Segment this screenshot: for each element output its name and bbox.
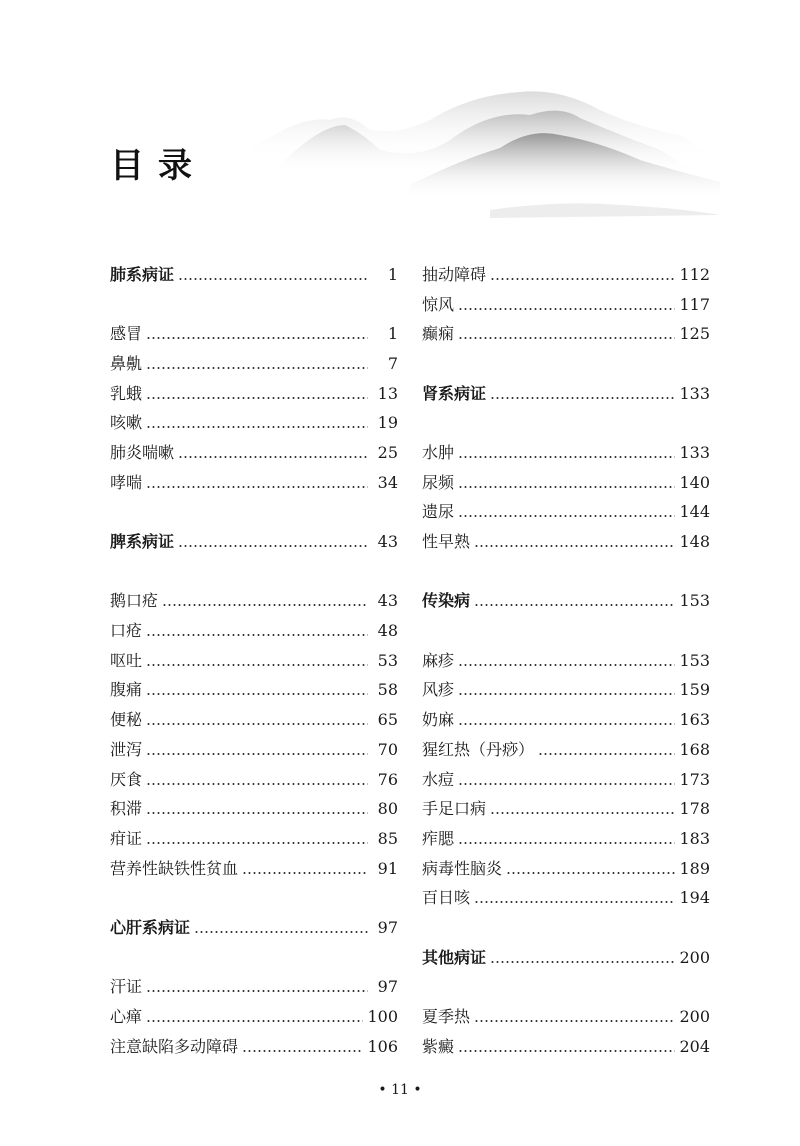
toc-entry-title: 奶麻 — [422, 710, 455, 730]
dot-leader — [178, 456, 368, 458]
toc-entry-page: 97 — [377, 917, 398, 937]
toc-entry-title: 咳嗽 — [110, 413, 143, 433]
dot-leader — [474, 604, 675, 606]
toc-entry-title: 泄泻 — [110, 739, 143, 759]
toc-entry-page: 91 — [377, 858, 398, 878]
mountain-landscape-illustration — [0, 0, 800, 240]
toc-entry[interactable] — [422, 438, 710, 468]
toc-entry-page: 168 — [679, 739, 710, 759]
toc-entry[interactable] — [110, 765, 398, 795]
toc-entry-page: 178 — [679, 799, 710, 819]
toc-entry-title: 遗尿 — [422, 502, 455, 522]
toc-entry-title: 手足口病 — [422, 799, 487, 819]
dot-leader — [146, 397, 368, 399]
toc-entry-page: 140 — [679, 472, 710, 492]
toc-entry-page: 133 — [679, 442, 710, 462]
toc-spacer — [422, 913, 710, 943]
toc-entry-page: 153 — [679, 591, 710, 611]
toc-entry-title: 紫癜 — [422, 1036, 455, 1056]
toc-entry[interactable] — [110, 438, 398, 468]
toc-entry-page: 1 — [387, 264, 398, 284]
dot-leader — [458, 456, 675, 458]
toc-entry-title: 癫痫 — [422, 324, 455, 344]
dot-leader — [458, 308, 675, 310]
toc-entry-title: 性早熟 — [422, 532, 471, 552]
toc-entry-page: 19 — [377, 413, 398, 433]
dot-leader — [146, 1020, 363, 1022]
toc-section-heading[interactable] — [110, 913, 398, 943]
toc-entry[interactable] — [110, 705, 398, 735]
toc-entry[interactable] — [110, 468, 398, 498]
dot-leader — [178, 545, 368, 547]
toc-entry[interactable] — [110, 379, 398, 409]
toc-entry[interactable] — [110, 319, 398, 349]
toc-entry-page: 70 — [377, 739, 398, 759]
toc-entry-title: 心瘅 — [110, 1007, 143, 1027]
toc-entry-title: 病毒性脑炎 — [422, 858, 503, 878]
toc-entry[interactable] — [110, 794, 398, 824]
toc-entry-page: 106 — [367, 1036, 398, 1056]
toc-entry[interactable] — [422, 527, 710, 557]
toc-entry-title: 脾系病证 — [110, 532, 175, 552]
toc-entry-title: 感冒 — [110, 324, 143, 344]
toc-entry[interactable] — [110, 646, 398, 676]
toc-spacer — [422, 616, 710, 646]
toc-entry[interactable] — [422, 705, 710, 735]
dot-leader — [146, 812, 368, 814]
toc-entry-page: 34 — [377, 472, 398, 492]
toc-entry[interactable] — [422, 883, 710, 913]
toc-entry-title: 夏季热 — [422, 1007, 471, 1027]
toc-entry-title: 肺炎喘嗽 — [110, 442, 175, 462]
dot-leader — [474, 901, 675, 903]
toc-entry-page: 125 — [679, 324, 710, 344]
dot-leader — [146, 486, 368, 488]
toc-entry-title: 注意缺陷多动障碍 — [110, 1036, 239, 1056]
toc-entry-title: 百日咳 — [422, 888, 471, 908]
dot-leader — [242, 872, 368, 874]
toc-entry-page: 43 — [377, 532, 398, 552]
dot-leader — [458, 783, 675, 785]
toc-entry-title: 肺系病证 — [110, 264, 175, 284]
toc-entry-page: 112 — [679, 264, 710, 284]
toc-entry-page: 85 — [377, 828, 398, 848]
toc-entry-title: 传染病 — [422, 591, 471, 611]
dot-leader — [146, 783, 368, 785]
toc-entry-page: 76 — [377, 769, 398, 789]
toc-spacer — [422, 973, 710, 1003]
toc-entry-page: 148 — [679, 532, 710, 552]
toc-entry-page: 153 — [679, 650, 710, 670]
toc-entry-page: 7 — [387, 353, 398, 373]
toc-entry-title: 积滞 — [110, 799, 143, 819]
toc-entry[interactable] — [422, 1002, 710, 1032]
dot-leader — [146, 990, 368, 992]
dot-leader — [146, 367, 368, 369]
toc-entry-page: 43 — [377, 591, 398, 611]
toc-entry[interactable] — [110, 824, 398, 854]
toc-entry[interactable] — [110, 735, 398, 765]
toc-entry[interactable] — [110, 973, 398, 1003]
dot-leader — [538, 753, 675, 755]
toc-entry[interactable] — [422, 498, 710, 528]
toc-entry-page: 97 — [377, 977, 398, 997]
toc-entry-title: 腹痛 — [110, 680, 143, 700]
dot-leader — [146, 693, 368, 695]
toc-section-heading[interactable] — [422, 587, 710, 617]
dot-leader — [146, 634, 368, 636]
toc-spacer — [422, 349, 710, 379]
dot-leader — [506, 872, 675, 874]
toc-entry[interactable] — [422, 765, 710, 795]
toc-entry-title: 汗证 — [110, 977, 143, 997]
dot-leader — [146, 426, 368, 428]
toc-entry-page: 65 — [377, 710, 398, 730]
toc-section-heading[interactable] — [110, 260, 398, 290]
dot-leader — [458, 486, 675, 488]
dot-leader — [146, 753, 368, 755]
toc-entry-title: 鹅口疮 — [110, 591, 159, 611]
dot-leader — [146, 842, 368, 844]
dot-leader — [490, 812, 675, 814]
toc-entry-page: 173 — [679, 769, 710, 789]
dot-leader — [490, 961, 675, 963]
toc-entry[interactable] — [110, 587, 398, 617]
toc-entry-title: 疳证 — [110, 828, 143, 848]
toc-entry[interactable] — [110, 408, 398, 438]
toc-entry-page: 100 — [367, 1007, 398, 1027]
toc-entry[interactable] — [422, 646, 710, 676]
toc-spacer — [110, 557, 398, 587]
toc-spacer — [110, 498, 398, 528]
dot-leader — [242, 1050, 363, 1052]
toc-entry-page: 200 — [679, 947, 710, 967]
toc-entry-title: 水肿 — [422, 442, 455, 462]
toc-spacer — [422, 408, 710, 438]
toc-entry-title: 惊风 — [422, 294, 455, 314]
toc-spacer — [110, 290, 398, 320]
toc-entry[interactable] — [422, 794, 710, 824]
toc-left-column — [110, 260, 398, 1062]
toc-entry-title: 哮喘 — [110, 472, 143, 492]
dot-leader — [490, 278, 675, 280]
toc-entry-page: 204 — [679, 1036, 710, 1056]
dot-leader — [146, 723, 368, 725]
dot-leader — [458, 337, 675, 339]
dot-leader — [146, 664, 368, 666]
toc-entry-page: 13 — [377, 383, 398, 403]
toc-entry-title: 肾系病证 — [422, 383, 487, 403]
toc-entry-title: 鼻鼽 — [110, 353, 143, 373]
toc-entry-page: 117 — [679, 294, 710, 314]
toc-entry-page: 25 — [377, 442, 398, 462]
toc-entry[interactable] — [422, 854, 710, 884]
toc-entry-title: 便秘 — [110, 710, 143, 730]
dot-leader — [162, 604, 368, 606]
toc-entry-page: 133 — [679, 383, 710, 403]
toc-entry-title: 抽动障碍 — [422, 264, 487, 284]
toc-entry[interactable] — [110, 1032, 398, 1062]
toc-entry[interactable] — [110, 854, 398, 884]
toc-entry-title: 乳蛾 — [110, 383, 143, 403]
toc-entry[interactable] — [422, 735, 710, 765]
toc-entry-title: 风疹 — [422, 680, 455, 700]
toc-entry[interactable] — [110, 1002, 398, 1032]
toc-entry[interactable] — [110, 349, 398, 379]
toc-entry[interactable] — [110, 616, 398, 646]
toc-entry[interactable] — [422, 676, 710, 706]
dot-leader — [178, 278, 368, 280]
toc-entry-page: 163 — [679, 710, 710, 730]
toc-entry-title: 麻疹 — [422, 650, 455, 670]
dot-leader — [458, 842, 675, 844]
toc-entry-title: 呕吐 — [110, 650, 143, 670]
toc-entry-title: 口疮 — [110, 621, 143, 641]
toc-entry[interactable] — [422, 319, 710, 349]
dot-leader — [146, 337, 368, 339]
toc-entry-title: 水痘 — [422, 769, 455, 789]
toc-entry-page: 200 — [679, 1007, 710, 1027]
toc-entry[interactable] — [422, 824, 710, 854]
page-title: 目录 — [110, 146, 206, 186]
dot-leader — [458, 693, 675, 695]
toc-entry[interactable] — [422, 1032, 710, 1062]
toc-entry-page: 58 — [377, 680, 398, 700]
toc-right-column — [422, 260, 710, 1062]
toc-entry-page: 53 — [377, 650, 398, 670]
toc-section-heading[interactable] — [422, 379, 710, 409]
dot-leader — [194, 931, 368, 933]
dot-leader — [458, 723, 675, 725]
toc-entry-page: 159 — [679, 680, 710, 700]
dot-leader — [458, 1050, 675, 1052]
toc-entry-page: 80 — [377, 799, 398, 819]
toc-entry-page: 189 — [679, 858, 710, 878]
dot-leader — [474, 1020, 675, 1022]
toc-entry-page: 48 — [377, 621, 398, 641]
toc-entry-page: 183 — [679, 828, 710, 848]
toc-entry[interactable] — [422, 468, 710, 498]
toc-entry-title: 心肝系病证 — [110, 917, 191, 937]
dot-leader — [490, 397, 675, 399]
toc-entry-page: 194 — [679, 888, 710, 908]
toc-spacer — [110, 883, 398, 913]
dot-leader — [458, 664, 675, 666]
page-number: • 11 • — [378, 1082, 422, 1098]
toc-spacer — [422, 557, 710, 587]
toc-entry-title: 其他病证 — [422, 947, 487, 967]
dot-leader — [474, 545, 675, 547]
toc-entry-title: 厌食 — [110, 769, 143, 789]
toc-section-heading[interactable] — [422, 943, 710, 973]
toc-entry-title: 痄腮 — [422, 828, 455, 848]
toc-section-heading[interactable] — [110, 527, 398, 557]
toc-entry[interactable] — [110, 676, 398, 706]
toc-entry-page: 144 — [679, 502, 710, 522]
toc-spacer — [110, 943, 398, 973]
toc-entry-title: 营养性缺铁性贫血 — [110, 858, 239, 878]
toc-entry-title: 猩红热（丹痧） — [422, 739, 535, 759]
dot-leader — [458, 515, 675, 517]
toc-entry[interactable] — [422, 260, 710, 290]
toc-entry-page: 1 — [387, 324, 398, 344]
toc-entry[interactable] — [422, 290, 710, 320]
toc-entry-title: 尿频 — [422, 472, 455, 492]
